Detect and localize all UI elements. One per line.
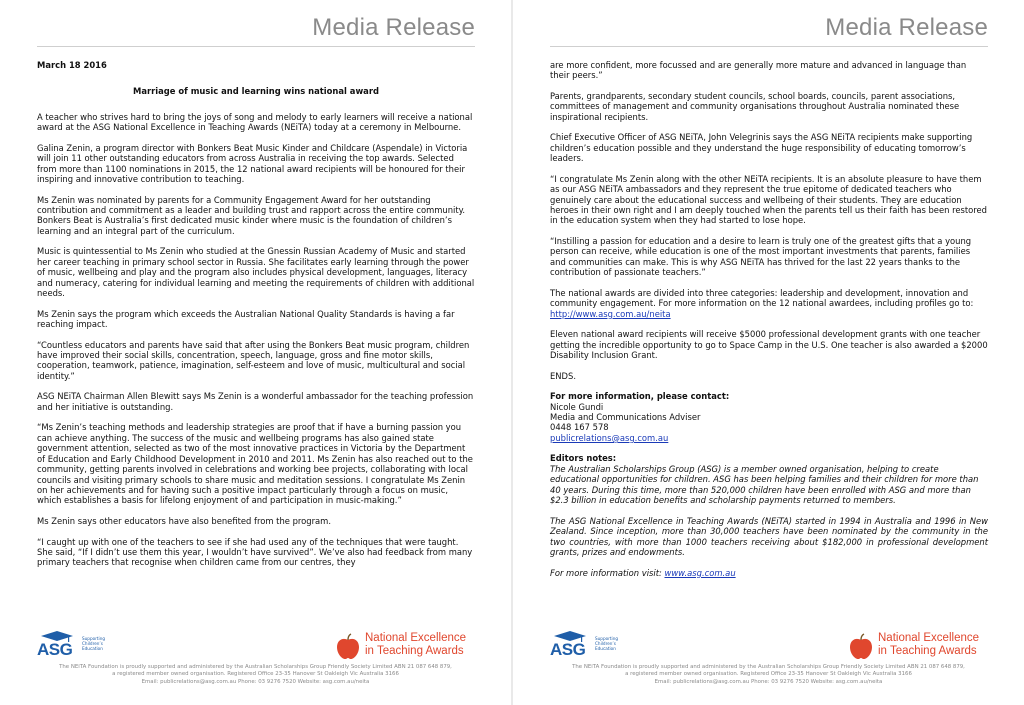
paragraph: Ms Zenin says the program which exceeds the Australian National Quality Standards is having a far reaching impact.	[37, 308, 455, 330]
paragraph: Chief Executive Officer of ASG NEiTA, John Velegrinis says the ASG NEiTA recipients make supporting children’s education possible and they understand the huge responsibility of educating tomorrow’s leaders.	[550, 132, 973, 164]
ends-marker: ENDS.	[550, 370, 576, 381]
editors-heading: Editors notes:	[550, 453, 617, 464]
paragraph: ASG NEiTA Chairman Allen Blewitt says Ms Zenin is a wonderful ambassador for the teaching profession and her initiative is outstanding.	[37, 391, 474, 412]
contact-name: Nicole Gundi	[550, 401, 604, 412]
paragraph: Music is quintessential to Ms Zenin who studied at the Gnessin Russian Academy of Music and started her career teaching in primary school sector in Russia. She facilitates early learning through the power of music, wellbeing and play and the program also includes physical development, languages, literacy and numeracy, catering for individual learning and meeting the requirements of children with additional needs.	[37, 246, 475, 299]
asg-tagline: Supporting Children’s Education	[82, 636, 106, 651]
neita-link[interactable]: http://www.asg.com.au/neita	[550, 308, 671, 319]
page-footer	[513, 624, 1024, 705]
right-body	[550, 60, 988, 588]
paragraph: Ms Zenin was nominated by parents for a Community Engagement Award for her outstanding contribution and commitment as a leader and building trust and rapport across the entire community. Bonkers Beat is Australia’s first dedicated music kinder where music is the foundation of children’s learning and an integral part of the curriculum.	[37, 194, 466, 236]
page-header-title: Media Release	[825, 14, 988, 41]
asg-logo	[37, 630, 117, 660]
asg-logo-text: ASG	[37, 640, 73, 659]
contact-block	[550, 391, 988, 443]
paragraph: Eleven national award recipients will receive $5000 professional development grants with one teacher getting the incredible opportunity to go to Space Camp in the U.S. One teacher is also awarded a $2000 Disability Inclusion Grant.	[550, 329, 988, 361]
neita-logo-text: National Excellence in Teaching Awards	[365, 632, 467, 657]
neita-logo	[848, 630, 988, 662]
footer-fine-print: The NEiTA Foundation is proudly supported and administered by the Australian Scholarships Group Friendly Society Limited ABN 21 087 648 879, a registered member owned organisation. Registered Office 23-35 Hanover St Oakleigh Vic Australia 3166 Email: publicrelations@asg.com.au Phone: 03 9276 7520 Website: asg.com.au/neita	[59, 664, 452, 685]
release-date: March 18 2016	[37, 60, 107, 70]
paragraph-awards: The national awards are divided into three categories: leadership and development, innovation and community engagement. For more information on the 12 national awardees, including profiles go to: http://www.asg.com.au/neita	[550, 287, 974, 319]
header-divider	[550, 46, 988, 47]
page-header-title: Media Release	[312, 14, 475, 41]
left-body	[37, 60, 475, 578]
apple-icon	[335, 632, 361, 660]
visit-line: For more information visit: www.asg.com.au	[550, 567, 736, 578]
paragraph: A teacher who strives hard to bring the joys of song and melody to early learners will receive a national award at the ASG National Excellence in Teaching Awards (NEiTA) today at a ceremony in Melbourne.	[37, 111, 473, 133]
contact-email-link[interactable]: publicrelations@asg.com.au	[550, 432, 669, 443]
asg-logo	[550, 630, 630, 660]
editors-note: The Australian Scholarships Group (ASG) is a member owned organisation, helping to create educational opportunities for children. ASG has been helping families and their children for more than 40 years. During this time, more than 520,000 children have been enrolled with ASG and more than $2.3 billion in education benefits and scholarship payments returned to members.	[550, 463, 979, 506]
paragraph: “I congratulate Ms Zenin along with the other NEiTA recipients. It is an absolute pleasure to have them as our ASG NEiTA ambassadors and they represent the true epitome of dedicated teachers who genuinely care about the educational success and wellbeing of their students. They are education heroes in their own right and I am deeply touched when the parents tell us their faith has been restored in the education system when they had started to lose hope.	[550, 173, 987, 226]
neita-logo	[335, 630, 475, 662]
contact-heading: For more information, please contact:	[550, 391, 730, 402]
release-title: Marriage of music and learning wins national award	[133, 86, 379, 97]
contact-role: Media and Communications Adviser	[550, 412, 701, 423]
page-footer	[0, 624, 511, 705]
paragraph: Galina Zenin, a program director with Bonkers Beat Music Kinder and Childcare (Aspendale) in Victoria will join 11 other outstanding educators from across Australia in receiving the top awards. Selected from more than 1100 nominations in 2015, the 12 national award recipients will be honoured for their inspiring and innovative contribution to teaching.	[37, 142, 468, 185]
page-left	[0, 0, 511, 705]
paragraph: “Instilling a passion for education and a desire to learn is truly one of the greatest gifts that a young person can receive, while education is one of the most important investments that parents, families and communities can make. This is why ASG NEiTA has thrived for the last 22 years thanks to the contribution of passionate teachers.”	[550, 236, 972, 278]
paragraph: Ms Zenin says other educators have also benefited from the program.	[37, 515, 331, 526]
asg-logo-text: ASG	[550, 640, 586, 659]
neita-logo-text: National Excellence in Teaching Awards	[878, 632, 980, 657]
paragraph: are more confident, more focussed and are generally more mature and advanced in language than their peers.”	[550, 60, 967, 81]
header-divider	[37, 46, 475, 47]
apple-icon	[848, 632, 874, 660]
paragraph: Parents, grandparents, secondary student councils, school boards, councils, parent associations, committees of management and community organisations throughout Australia nominated these inspirational recipients.	[550, 91, 960, 122]
editors-note: The ASG National Excellence in Teaching Awards (NEiTA) started in 1994 in Australia and 1996 in New Zealand. Since inception, more than 30,000 teachers have been nominated by the community in the two countries, with more than 1000 teachers receiving about $182,000 in professional development grants, prizes and endowments.	[550, 515, 988, 557]
asg-website-link[interactable]: www.asg.com.au	[664, 567, 736, 578]
paragraph: “I caught up with one of the teachers to see if she had used any of the techniques that were taught. She said, “If I didn’t use them this year, I wouldn’t have survived”. We’ve also had feedback from many primary teachers that recognise when children came from our centres, they	[37, 536, 473, 568]
paragraph: “Ms Zenin’s teaching methods and leadership strategies are proof that if have a burning passion you can achieve anything. The success of the music and wellbeing programs has also gained state government attention, selected as two of the most innovative practices in Victoria by the Department of Education and Early Childhood Development in 2010 and 2011. Ms Zenin has also reached out to the community, getting parents involved in celebrations and working bee projects, collaborating with local councils and visiting primary schools to share music and meditation sessions. I congratulate Ms Zenin on her achievements and for having such a positive impact particularly through a focus on music, which establishes a basis for lifelong enjoyment of and participation in music-making.”	[37, 422, 473, 506]
asg-tagline: Supporting Children’s Education	[595, 636, 619, 651]
contact-phone: 0448 167 578	[550, 422, 609, 433]
footer-fine-print: The NEiTA Foundation is proudly supported and administered by the Australian Scholarships Group Friendly Society Limited ABN 21 087 648 879, a registered member owned organisation. Registered Office 23-35 Hanover St Oakleigh Vic Australia 3166 Email: publicrelations@asg.com.au Phone: 03 9276 7520 Website: asg.com.au/neita	[572, 664, 965, 685]
page-right	[513, 0, 1024, 705]
paragraph: “Countless educators and parents have said that after using the Bonkers Beat music program, children have improved their social skills, concentration, speech, language, gross and fine motor skills, cooperation, teamwork, patience, imagination, self-esteem and love of music, multicultural and social identity.”	[37, 339, 470, 381]
